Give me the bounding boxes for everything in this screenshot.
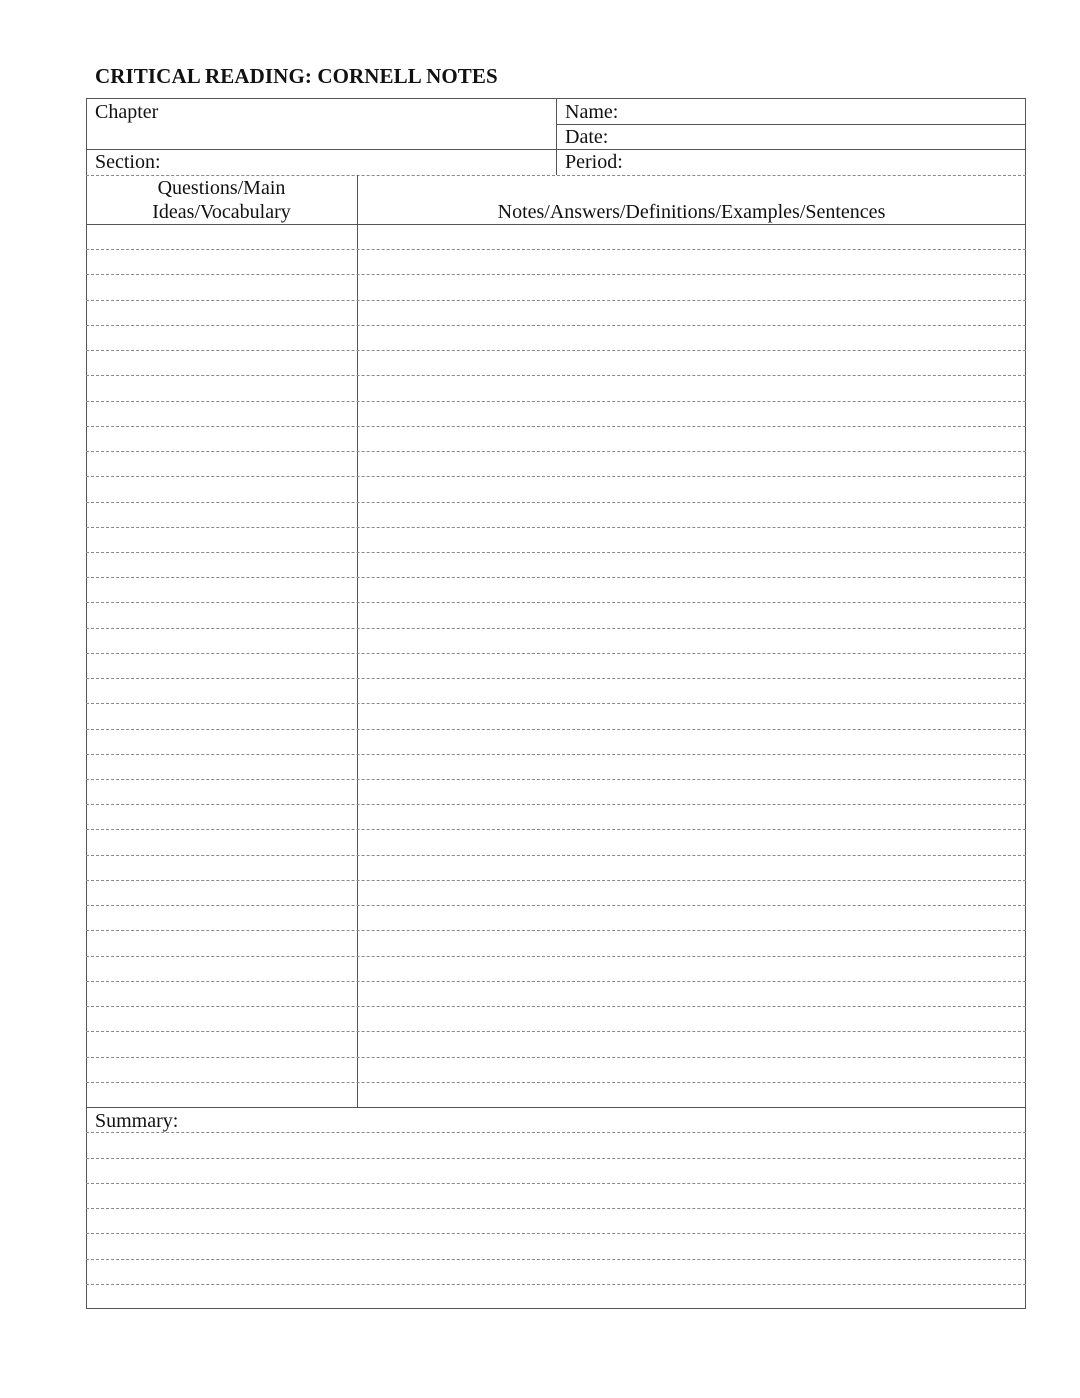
cue-row-field[interactable] bbox=[87, 250, 356, 273]
section-field[interactable] bbox=[170, 150, 550, 174]
note-row-rule bbox=[86, 602, 1026, 603]
cue-row-field[interactable] bbox=[87, 856, 356, 879]
note-row-field[interactable] bbox=[358, 629, 1025, 652]
note-row-rule bbox=[86, 678, 1026, 679]
note-row-rule bbox=[86, 249, 1026, 250]
note-row-field[interactable] bbox=[358, 931, 1025, 954]
note-row-field[interactable] bbox=[358, 250, 1025, 273]
note-row-rule bbox=[86, 779, 1026, 780]
note-row-field[interactable] bbox=[358, 704, 1025, 727]
cue-row-field[interactable] bbox=[87, 730, 356, 753]
note-row-rule bbox=[86, 653, 1026, 654]
note-row-rule bbox=[86, 628, 1026, 629]
cue-row-field[interactable] bbox=[87, 805, 356, 828]
header-divider bbox=[556, 98, 557, 175]
note-row-field[interactable] bbox=[358, 1083, 1025, 1106]
note-row-rule bbox=[86, 350, 1026, 351]
note-row-rule bbox=[86, 905, 1026, 906]
cue-row-field[interactable] bbox=[87, 982, 356, 1005]
note-row-rule bbox=[86, 552, 1026, 553]
name-label: Name: bbox=[565, 101, 619, 123]
cue-row-field[interactable] bbox=[87, 1032, 356, 1055]
note-row-field[interactable] bbox=[358, 1058, 1025, 1081]
note-row-field[interactable] bbox=[358, 780, 1025, 803]
note-row-field[interactable] bbox=[358, 1007, 1025, 1030]
note-row-field[interactable] bbox=[358, 856, 1025, 879]
note-row-rule bbox=[86, 855, 1026, 856]
note-row-field[interactable] bbox=[358, 679, 1025, 702]
note-row-field[interactable] bbox=[358, 351, 1025, 374]
note-row-rule bbox=[86, 880, 1026, 881]
note-row-rule bbox=[86, 426, 1026, 427]
cue-row-field[interactable] bbox=[87, 351, 356, 374]
cue-row-field[interactable] bbox=[87, 957, 356, 980]
cue-row-field[interactable] bbox=[87, 553, 356, 576]
summary-line-rule bbox=[86, 1233, 1026, 1234]
note-row-field[interactable] bbox=[358, 225, 1025, 248]
note-row-field[interactable] bbox=[358, 477, 1025, 500]
cue-row-field[interactable] bbox=[87, 225, 356, 248]
note-row-field[interactable] bbox=[358, 906, 1025, 929]
note-row-rule bbox=[86, 930, 1026, 931]
note-row-rule bbox=[86, 703, 1026, 704]
cue-row-field[interactable] bbox=[87, 402, 356, 425]
note-row-rule bbox=[86, 956, 1026, 957]
chapter-field[interactable] bbox=[170, 100, 550, 146]
note-row-rule bbox=[86, 451, 1026, 452]
summary-line-rule bbox=[86, 1158, 1026, 1159]
cue-row-field[interactable] bbox=[87, 503, 356, 526]
section-label: Section: bbox=[95, 151, 161, 173]
summary-line-rule bbox=[86, 1183, 1026, 1184]
cue-row-field[interactable] bbox=[87, 452, 356, 475]
summary-line-field[interactable] bbox=[87, 1133, 1025, 1156]
note-row-rule bbox=[86, 375, 1026, 376]
note-row-field[interactable] bbox=[358, 957, 1025, 980]
note-row-field[interactable] bbox=[358, 402, 1025, 425]
note-row-rule bbox=[86, 274, 1026, 275]
chapter-label: Chapter bbox=[95, 101, 159, 123]
cue-row-field[interactable] bbox=[87, 578, 356, 601]
cue-row-field[interactable] bbox=[87, 704, 356, 727]
note-row-field[interactable] bbox=[358, 881, 1025, 904]
note-row-rule bbox=[86, 527, 1026, 528]
cue-row-field[interactable] bbox=[87, 931, 356, 954]
note-row-rule bbox=[86, 502, 1026, 503]
summary-line-field[interactable] bbox=[87, 1209, 1025, 1232]
cue-row-field[interactable] bbox=[87, 654, 356, 677]
summary-line-field[interactable] bbox=[87, 1234, 1025, 1257]
summary-line-rule bbox=[86, 1208, 1026, 1209]
summary-line-rule bbox=[86, 1284, 1026, 1285]
note-row-field[interactable] bbox=[358, 730, 1025, 753]
note-row-rule bbox=[86, 1082, 1026, 1083]
note-row-field[interactable] bbox=[358, 301, 1025, 324]
summary-line-field[interactable] bbox=[87, 1285, 1025, 1308]
note-row-field[interactable] bbox=[358, 452, 1025, 475]
cue-row-field[interactable] bbox=[87, 1083, 356, 1106]
summary-label: Summary: bbox=[95, 1110, 179, 1132]
cue-row-field[interactable] bbox=[87, 528, 356, 551]
summary-line-field[interactable] bbox=[87, 1260, 1025, 1283]
note-row-rule bbox=[86, 401, 1026, 402]
note-row-field[interactable] bbox=[358, 603, 1025, 626]
cue-row-field[interactable] bbox=[87, 1058, 356, 1081]
date-field[interactable] bbox=[615, 125, 1020, 149]
note-row-field[interactable] bbox=[358, 376, 1025, 399]
note-row-rule bbox=[86, 804, 1026, 805]
note-row-field[interactable] bbox=[358, 326, 1025, 349]
cue-row-field[interactable] bbox=[87, 376, 356, 399]
note-row-rule bbox=[86, 754, 1026, 755]
summary-line-field[interactable] bbox=[87, 1184, 1025, 1207]
cue-row-field[interactable] bbox=[87, 1007, 356, 1030]
left-column-heading-line2: Ideas/Vocabulary bbox=[152, 201, 291, 223]
note-row-rule bbox=[86, 729, 1026, 730]
note-row-field[interactable] bbox=[358, 654, 1025, 677]
summary-line-rule bbox=[86, 1132, 1026, 1133]
cue-row-field[interactable] bbox=[87, 275, 356, 298]
name-field[interactable] bbox=[625, 100, 1020, 124]
summary-line-rule bbox=[86, 1259, 1026, 1260]
note-row-field[interactable] bbox=[358, 427, 1025, 450]
note-row-rule bbox=[86, 829, 1026, 830]
cue-row-field[interactable] bbox=[87, 679, 356, 702]
note-row-field[interactable] bbox=[358, 578, 1025, 601]
cue-row-field[interactable] bbox=[87, 830, 356, 853]
note-row-rule bbox=[86, 1031, 1026, 1032]
note-row-field[interactable] bbox=[358, 805, 1025, 828]
cue-row-field[interactable] bbox=[87, 301, 356, 324]
note-row-field[interactable] bbox=[358, 553, 1025, 576]
cue-row-field[interactable] bbox=[87, 603, 356, 626]
note-row-rule bbox=[86, 476, 1026, 477]
note-row-rule bbox=[86, 577, 1026, 578]
note-row-field[interactable] bbox=[358, 830, 1025, 853]
document-title: CRITICAL READING: CORNELL NOTES bbox=[95, 64, 498, 88]
left-column-heading-line1: Questions/Main bbox=[157, 177, 286, 199]
cue-row-field[interactable] bbox=[87, 427, 356, 450]
note-row-rule bbox=[86, 981, 1026, 982]
cue-row-field[interactable] bbox=[87, 755, 356, 778]
note-row-field[interactable] bbox=[358, 755, 1025, 778]
note-row-field[interactable] bbox=[358, 503, 1025, 526]
summary-line-field[interactable] bbox=[190, 1108, 1025, 1131]
cue-row-field[interactable] bbox=[87, 780, 356, 803]
note-row-rule bbox=[86, 1057, 1026, 1058]
cue-row-field[interactable] bbox=[87, 477, 356, 500]
note-row-field[interactable] bbox=[358, 982, 1025, 1005]
date-label: Date: bbox=[565, 126, 609, 148]
cue-row-field[interactable] bbox=[87, 906, 356, 929]
cue-row-field[interactable] bbox=[87, 629, 356, 652]
note-row-field[interactable] bbox=[358, 528, 1025, 551]
period-label: Period: bbox=[565, 151, 623, 173]
right-column-heading: Notes/Answers/Definitions/Examples/Sentences bbox=[497, 201, 886, 223]
note-row-rule bbox=[86, 325, 1026, 326]
note-row-rule bbox=[86, 1006, 1026, 1007]
period-field[interactable] bbox=[630, 150, 1020, 174]
note-row-field[interactable] bbox=[358, 1032, 1025, 1055]
summary-line-field[interactable] bbox=[87, 1159, 1025, 1182]
note-row-rule bbox=[86, 300, 1026, 301]
cue-row-field[interactable] bbox=[87, 326, 356, 349]
cue-row-field[interactable] bbox=[87, 881, 356, 904]
note-row-field[interactable] bbox=[358, 275, 1025, 298]
